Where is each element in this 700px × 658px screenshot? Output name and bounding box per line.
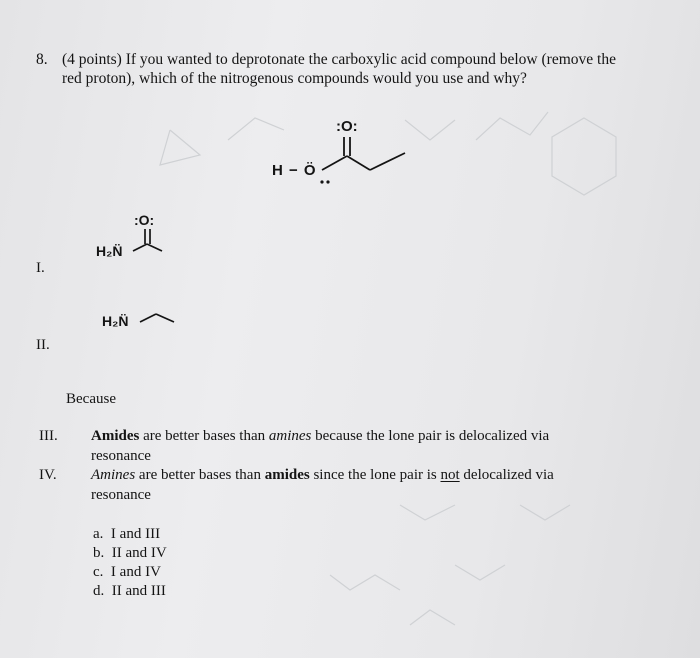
statement-iv-text-c: delocalized via <box>459 467 554 483</box>
label-iv: IV. <box>39 467 57 483</box>
statement-iv-line2: resonance <box>91 487 151 503</box>
label-iii: III. <box>39 428 58 444</box>
compound-ii-amine-label: H₂N̈ <box>102 313 129 329</box>
statement-iii-text-b: because the lone pair is delocalized via <box>311 428 550 444</box>
option-c-text: I and IV <box>110 564 161 580</box>
statement-iv-underline: not <box>440 467 460 483</box>
option-a-text: I and III <box>110 526 161 542</box>
option-b[interactable] <box>93 544 167 564</box>
label-ii: II. <box>36 337 50 353</box>
option-c-letter: c. <box>93 564 104 580</box>
compound-i-oxygen-label: :O: <box>134 212 155 228</box>
option-b-text: II and IV <box>111 545 167 561</box>
statement-iv-italic: Amines <box>91 467 136 483</box>
option-d-letter: d. <box>93 583 105 599</box>
statement-iv-text-b: since the lone pair is <box>309 467 441 483</box>
statement-iii <box>91 427 549 445</box>
statement-iv-text-a: are better bases than <box>135 467 265 483</box>
because-label: Because <box>66 391 116 407</box>
question-text-line2: red proton), which of the nitrogenous compounds would you use and why? <box>62 70 527 87</box>
carbonyl-oxygen-label: :O: <box>336 118 358 135</box>
statement-iv-bold: amides <box>264 467 310 483</box>
option-b-letter: b. <box>93 545 105 561</box>
option-c[interactable] <box>93 563 161 583</box>
statement-iii-bold: Amides <box>91 428 140 444</box>
statement-iii-italic: amines <box>268 428 312 444</box>
question-text-line1: (4 points) If you wanted to deprotonate the carboxylic acid compound below (remove the <box>62 51 616 68</box>
statement-iii-text-a: are better bases than <box>139 428 269 444</box>
statement-iii-line2: resonance <box>91 448 151 464</box>
hydroxyl-label: H − Ö <box>272 162 317 179</box>
option-a[interactable] <box>93 525 160 545</box>
option-d-text: II and III <box>111 583 166 599</box>
compound-i-amine-label: H₂N̈ <box>96 243 123 259</box>
option-d[interactable] <box>93 582 166 602</box>
option-a-letter: a. <box>93 526 104 542</box>
question-number: 8. <box>36 51 48 68</box>
statement-iv <box>91 466 554 484</box>
label-i: I. <box>36 260 45 276</box>
